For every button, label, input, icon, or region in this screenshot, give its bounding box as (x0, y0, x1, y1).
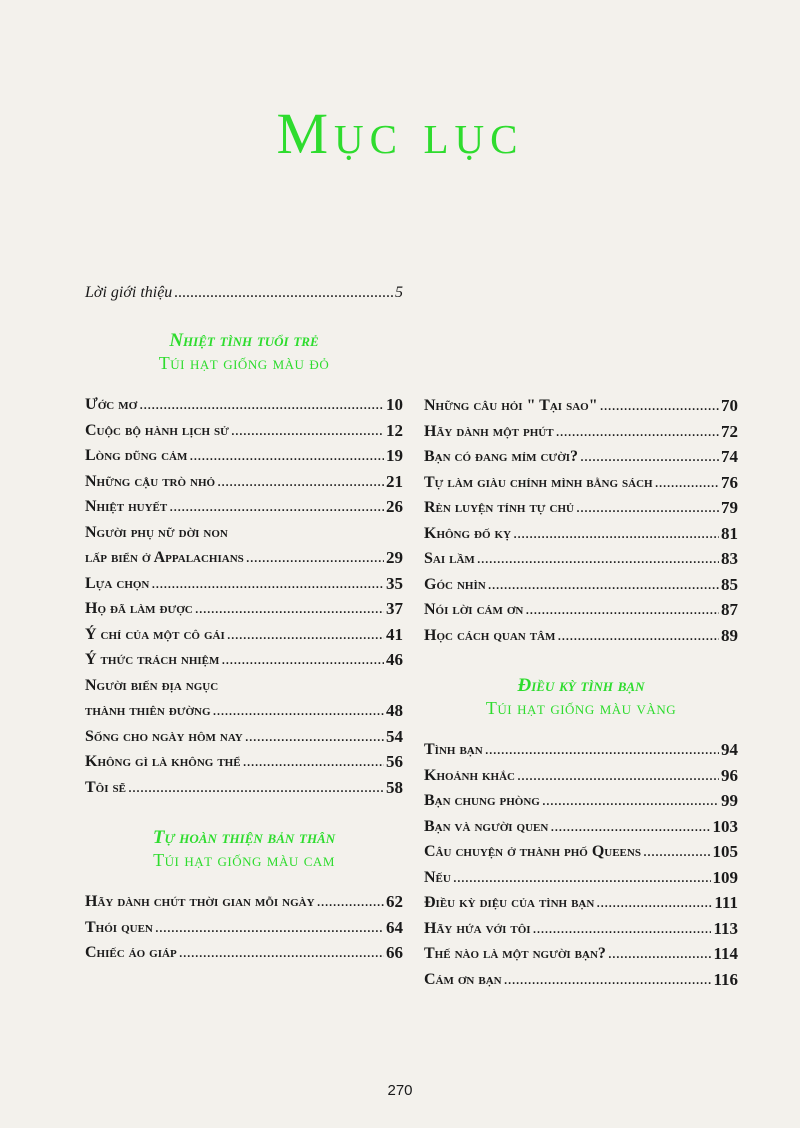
toc-entry-page: 10 (386, 395, 403, 414)
section-title: Tự hoàn thiện bản thân (152, 827, 336, 848)
toc-entry-page: 5 (395, 284, 403, 301)
toc-entry-title: Những cậu trò nhỏ (85, 472, 216, 490)
toc-entry-title: Cuộc bộ hành lịch sử (85, 421, 229, 439)
toc-entry-page: 64 (386, 917, 403, 937)
toc-entry[interactable] (424, 894, 738, 912)
toc-entry-title: Ước mơ (85, 396, 138, 413)
toc-entry-title: Hãy dành chút thời gian mỗi ngày (85, 893, 315, 910)
toc-entry-page: 114 (713, 944, 738, 963)
toc-entry-page: 56 (386, 752, 403, 771)
toc-entry-title: Lòng dũng cảm (85, 447, 188, 464)
leader-dots (542, 792, 719, 810)
toc-entry-title: Khoảnh khắc (424, 766, 516, 784)
toc-entry[interactable] (85, 396, 403, 414)
toc-entry[interactable] (424, 818, 738, 836)
leader-dots (608, 945, 712, 963)
leader-dots (217, 473, 384, 491)
section-title: Điều kỳ tình bạn (517, 675, 645, 696)
toc-entry-line[interactable] (85, 677, 403, 695)
toc-entry[interactable] (424, 971, 738, 989)
toc-entry-title: Câu chuyện ở thành phố Queens (424, 843, 641, 860)
toc-entry-page: 54 (386, 726, 403, 746)
toc-entry-title: Người phụ nữ dời non (85, 523, 228, 541)
toc-entry[interactable] (424, 397, 738, 415)
leader-dots (246, 549, 384, 567)
section-title: Nhiệt tình tuổi trẻ (169, 330, 319, 351)
toc-entry-title: Cám ơn bạn (424, 970, 502, 988)
toc-entry-title: Những câu hỏi " Tại sao" (424, 397, 598, 414)
toc-entry-page: 76 (721, 472, 738, 492)
toc-entry-page: 103 (712, 816, 738, 836)
leader-dots (576, 499, 719, 517)
toc-intro-entry[interactable] (85, 283, 403, 303)
toc-entry[interactable] (85, 753, 403, 771)
toc-entry-page: 21 (386, 471, 403, 491)
leader-dots (189, 447, 384, 465)
toc-entry-page: 79 (721, 498, 738, 517)
toc-entry-title: Tình bạn (424, 741, 483, 758)
toc-entry[interactable] (85, 651, 403, 669)
toc-entry[interactable] (424, 920, 738, 938)
toc-entry-title: Tôi sẽ (85, 778, 126, 796)
toc-entry-title: Bạn và người quen (424, 817, 549, 835)
leader-dots (317, 893, 384, 911)
page-title: Mục lục (276, 101, 524, 166)
toc-entry[interactable] (85, 498, 403, 516)
section-gap (85, 804, 403, 826)
toc-entry-title: Sai lầm (424, 550, 475, 567)
toc-entry-page: 96 (721, 765, 738, 785)
section-subtitle: Túi hạt giống màu vàng (485, 698, 677, 718)
toc-entry[interactable] (424, 792, 738, 810)
toc-entry-page: 46 (386, 650, 403, 669)
toc-entry[interactable] (424, 945, 738, 963)
toc-entry[interactable] (424, 741, 738, 759)
leader-dots (600, 397, 719, 415)
toc-entry-page: 87 (721, 600, 738, 619)
toc-entry[interactable] (424, 525, 738, 543)
toc-entry[interactable] (424, 448, 738, 466)
toc-column-left (85, 283, 403, 970)
leader-dots (655, 474, 719, 492)
toc-entry-title: Nhiệt huyết (85, 498, 168, 515)
toc-entry[interactable] (85, 626, 403, 644)
toc-entry-page: 105 (712, 842, 738, 861)
toc-entry-title: Lời giới thiệu (85, 284, 173, 301)
toc-entry[interactable] (85, 473, 403, 491)
toc-entry[interactable] (424, 576, 738, 594)
toc-entry-title: Rèn luyện tính tự chủ (424, 499, 574, 516)
toc-entry-page: 113 (713, 918, 738, 938)
leader-dots (227, 626, 384, 644)
toc-entry[interactable] (85, 944, 403, 962)
toc-entry[interactable] (424, 423, 738, 441)
toc-entry-title: Hãy dành một phút (424, 422, 554, 440)
toc-entry-page: 12 (386, 420, 403, 440)
toc-entry-title: Học cách quan tâm (424, 626, 556, 644)
toc-entry-page: 29 (386, 548, 403, 567)
toc-entry-page: 111 (714, 893, 738, 912)
toc-entry-page: 85 (721, 574, 738, 594)
toc-column-right (424, 397, 738, 996)
toc-entry[interactable] (424, 767, 738, 785)
leader-dots (550, 818, 710, 836)
leader-dots (556, 423, 719, 441)
toc-entry[interactable] (85, 728, 403, 746)
toc-entry[interactable] (424, 474, 738, 492)
toc-entry-page: 66 (386, 943, 403, 962)
toc-entry-title: Thói quen (85, 918, 153, 936)
toc-entry-page: 26 (386, 497, 403, 516)
toc-entry-title: Thế nào là một người bạn? (424, 945, 606, 962)
toc-entry-page: 19 (386, 446, 403, 465)
toc-entry[interactable] (85, 422, 403, 440)
toc-entry-page: 89 (721, 625, 738, 645)
toc-entry-title: Tự làm giàu chính mình bằng sách (424, 473, 653, 491)
leader-dots (513, 525, 719, 543)
toc-entry-title: Điều kỳ diệu của tình bạn (424, 894, 595, 911)
toc-entry-page: 99 (721, 791, 738, 810)
toc-entry-title: Nếu (424, 868, 451, 886)
toc-entry[interactable] (85, 600, 403, 618)
toc-entry-title: Họ đã làm được (85, 600, 193, 617)
leader-dots (580, 448, 719, 466)
toc-entry[interactable] (424, 869, 738, 887)
leader-dots (596, 894, 712, 912)
section-gap (424, 652, 738, 674)
leader-dots (221, 651, 384, 669)
toc-entry-title: Sống cho ngày hôm nay (85, 727, 243, 745)
leader-dots (488, 576, 719, 594)
toc-entry-line[interactable] (85, 524, 403, 542)
toc-entry[interactable] (85, 702, 403, 720)
toc-entry-title: Góc nhìn (424, 575, 486, 593)
toc-entry[interactable] (85, 919, 403, 937)
toc-entry-title: Không gì là không thể (85, 753, 241, 770)
leader-dots (245, 728, 384, 746)
section-header (424, 674, 738, 719)
toc-entry-title: Chiếc áo giáp (85, 944, 177, 961)
toc-entry-page: 58 (386, 777, 403, 797)
toc-entry[interactable] (85, 549, 403, 567)
toc-entry-page: 109 (712, 867, 738, 887)
leader-dots (151, 575, 384, 593)
toc-entry-page: 116 (713, 969, 738, 989)
toc-entry[interactable] (85, 575, 403, 593)
toc-entry-page: 62 (386, 892, 403, 911)
leader-dots (179, 944, 384, 962)
toc-entry-page: 37 (386, 599, 403, 618)
leader-dots (243, 753, 384, 771)
leader-dots (155, 919, 384, 937)
toc-entry[interactable] (85, 447, 403, 465)
toc-entry-title: Ý thức trách nhiệm (85, 651, 220, 668)
toc-entry-title: Bạn có đang mỉm cười? (424, 448, 579, 465)
toc-entry[interactable] (424, 601, 738, 619)
toc-entry-title: Bạn chung phòng (424, 792, 540, 809)
toc-entry-title: Lựa chọn (85, 574, 150, 592)
toc-entry-page: 41 (386, 624, 403, 644)
leader-dots (213, 702, 384, 720)
leader-dots (485, 741, 719, 759)
toc-entry[interactable] (424, 550, 738, 568)
leader-dots (643, 843, 711, 861)
toc-entry-page: 83 (721, 549, 738, 568)
section-subtitle: Túi hạt giống màu cam (153, 850, 335, 870)
leader-dots (533, 920, 712, 938)
leader-dots (557, 627, 719, 645)
leader-dots (169, 498, 384, 516)
section-subtitle: Túi hạt giống màu đỏ (158, 353, 330, 373)
leader-dots (195, 600, 384, 618)
toc-entry-page: 94 (721, 740, 738, 759)
toc-entry-title: Hãy hứa với tôi (424, 919, 531, 937)
leader-dots (517, 767, 719, 785)
toc-entry-page: 70 (721, 396, 738, 415)
toc-entry-page: 81 (721, 523, 738, 543)
toc-entry-page: 72 (721, 421, 738, 441)
toc-entry[interactable] (85, 893, 403, 911)
toc-entry-title: lấp biển ở Appalachians (85, 549, 244, 566)
toc-entry-title: Ý chí của một cô gái (85, 625, 225, 643)
toc-entry-page: 48 (386, 701, 403, 720)
toc-entry[interactable] (424, 627, 738, 645)
toc-entry-title: Nói lời cám ơn (424, 601, 524, 618)
leader-dots (174, 283, 393, 303)
toc-entry[interactable] (85, 779, 403, 797)
toc-entry-title: Không đố kỵ (424, 524, 512, 542)
section-header (85, 329, 403, 374)
page-number: 270 (387, 1082, 413, 1099)
leader-dots (231, 422, 384, 440)
section-header (85, 826, 403, 871)
leader-dots (525, 601, 719, 619)
toc-entry-page: 35 (386, 573, 403, 593)
toc-entry[interactable] (424, 843, 738, 861)
toc-entry-page: 74 (721, 447, 738, 466)
leader-dots (453, 869, 711, 887)
toc-entry-title: Người biến địa ngục (85, 676, 219, 694)
toc-entry[interactable] (424, 499, 738, 517)
leader-dots (139, 396, 384, 414)
leader-dots (128, 779, 384, 797)
leader-dots (504, 971, 712, 989)
toc-entry-title: thành thiên đường (85, 702, 211, 719)
leader-dots (477, 550, 719, 568)
